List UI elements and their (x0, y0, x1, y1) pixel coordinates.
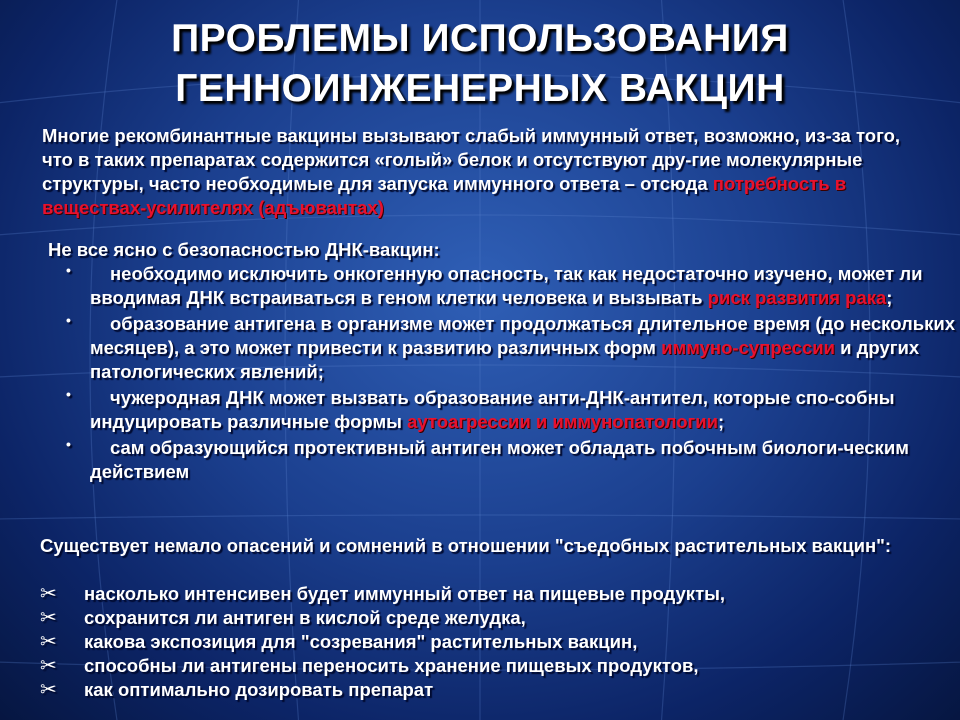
dna-risk-list (66, 262, 960, 486)
list-item-text: сам образующийся протективный антиген может обладать побочным биологи-ческим действием (90, 437, 909, 482)
list-item-after: ; (886, 287, 893, 308)
bullet-icon: • (66, 436, 71, 452)
list-item (40, 630, 940, 654)
bullet-icon: • (66, 262, 71, 278)
slide-title (0, 14, 960, 114)
list-item-text: какова экспозиция для "созревания" растительных вакцин, (84, 631, 638, 652)
list-item (66, 386, 960, 434)
scissors-icon: ✂ (40, 607, 57, 629)
list-item (40, 654, 940, 678)
bullet-icon: • (66, 386, 71, 402)
recombinant-paragraph (42, 124, 922, 220)
list-item-text: образование антигена в организме может продолжаться длительное время (до нескольких месяцев), а это может привести к развитию различных форм (90, 313, 956, 358)
title-line-1: ПРОБЛЕМЫ ИСПОЛЬЗОВАНИЯ (171, 17, 789, 60)
list-item-text: сохранится ли антиген в кислой среде желудка, (84, 607, 526, 628)
recombinant-text: Многие рекомбинантные вакцины вызывают слабый иммунный ответ, возможно, из-за того, что в таких препаратах содержится «голый» белок и отсутствуют дру-гие молекулярные структуры, часто необходимые для запуска иммунного ответа – отсюда (42, 125, 901, 194)
list-item (66, 262, 960, 310)
list-item-highlight: риск развития рака (707, 287, 887, 308)
list-item (40, 678, 940, 702)
adjuvant-highlight: потребность в веществах-усилителях (адъювантах) (42, 173, 847, 218)
list-item-text: необходимо исключить онкогенную опасность, так как недостаточно изучено, может ли вводимая ДНК встраиваться в геном клетки человека и вызывать (90, 263, 923, 308)
list-item (66, 436, 960, 484)
list-item-highlight: аутоагрессии и иммунопатологии (407, 411, 718, 432)
list-item (40, 582, 940, 606)
list-item-after: ; (718, 411, 725, 432)
list-item-text: чужеродная ДНК может вызвать образование анти-ДНК-антител, которые спо-собны индуцировать различные формы (90, 387, 895, 432)
list-item-text: как оптимально дозировать препарат (84, 679, 434, 700)
list-item-text: насколько интенсивен будет иммунный ответ на пищевые продукты, (84, 583, 726, 604)
scissors-icon: ✂ (40, 679, 57, 701)
edible-concerns-list (40, 582, 940, 702)
scissors-icon: ✂ (40, 655, 57, 677)
list-item (66, 312, 960, 384)
list-item-after: и других патологических явлений; (90, 337, 920, 382)
list-item-highlight: иммуно-супрессии (661, 337, 835, 358)
dna-safety-heading: Не все ясно с безопасностью ДНК-вакцин: (48, 239, 440, 260)
scissors-icon: ✂ (40, 583, 57, 605)
bullet-icon: • (66, 312, 71, 328)
list-item (40, 606, 940, 630)
title-line-2: ГЕННОИНЖЕНЕРНЫХ ВАКЦИН (175, 67, 785, 110)
edible-vaccines-heading: Существует немало опасений и сомнений в отношении "съедобных растительных вакцин": (40, 535, 892, 556)
scissors-icon: ✂ (40, 631, 57, 653)
list-item-text: способны ли антигены переносить хранение пищевых продуктов, (84, 655, 699, 676)
